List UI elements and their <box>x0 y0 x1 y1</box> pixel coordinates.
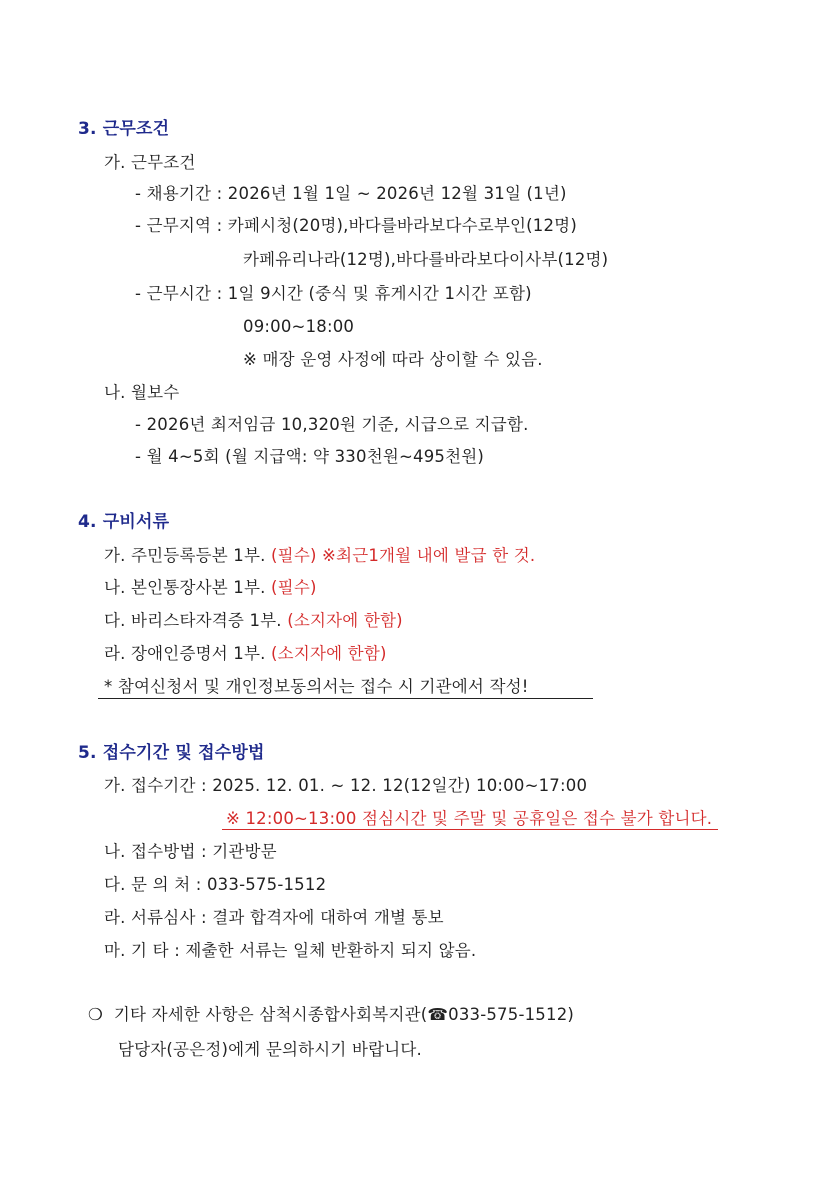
s3-ga-heading: 가. 근무조건 <box>104 153 196 172</box>
contact-number: 다. 문 의 처 : 033-575-1512 <box>104 875 327 894</box>
section-5-title: 5. 접수기간 및 접수방법 <box>78 743 265 763</box>
s3-na-heading: 나. 월보수 <box>104 383 180 402</box>
document-item-main: 라. 장애인증명서 1부. <box>104 644 272 663</box>
section-4-title: 4. 구비서류 <box>78 512 170 532</box>
document-item-main: 가. 주민등록등본 1부. <box>104 546 272 565</box>
other-notes: 마. 기 타 : 제출한 서류는 일체 반환하지 되지 않음. <box>104 941 477 960</box>
pay-line1: - 2026년 최저임금 10,320원 기준, 시급으로 지급함. <box>135 415 529 434</box>
document-item-note: (필수) <box>271 578 317 597</box>
application-method: 나. 접수방법 : 기관방문 <box>104 842 277 861</box>
work-hours-line2: 09:00~18:00 <box>243 317 355 336</box>
document-item-note: (소지자에 한함) <box>287 611 403 630</box>
work-hours-note: ※ 매장 운영 사정에 따라 상이할 수 있음. <box>243 350 543 369</box>
footer-contact-text: 기타 자세한 사항은 삼척시종합사회복지관(☎033-575-1512) <box>113 1005 575 1024</box>
pay-line2: - 월 4~5회 (월 지급액: 약 330천원~495천원) <box>135 447 485 466</box>
document-item-note: (소지자에 한함) <box>271 644 387 663</box>
document-item <box>104 610 403 632</box>
document-item <box>104 643 387 665</box>
footer-line1 <box>88 1004 574 1026</box>
application-period: 가. 접수기간 : 2025. 12. 01. ~ 12. 12(12일간) 10:00~17:00 <box>104 776 588 795</box>
document-item <box>104 577 317 599</box>
document-item-main: 다. 바리스타자격증 1부. <box>104 611 288 630</box>
application-period-note: ※ 12:00~13:00 점심시간 및 주말 및 공휴일은 접수 불가 합니다. <box>226 809 713 828</box>
document-item-main: 나. 본인통장사본 1부. <box>104 578 272 597</box>
period-note-underline <box>222 829 718 830</box>
circle-bullet-icon: ❍ <box>88 1005 103 1024</box>
work-area-line1: - 근무지역 : 카페시청(20명),바다를바라보다수로부인(12명) <box>135 216 577 235</box>
section-3-title: 3. 근무조건 <box>78 119 170 139</box>
document-item <box>104 545 535 567</box>
footer-line2: 담당자(공은정)에게 문의하시기 바랍니다. <box>118 1040 422 1059</box>
notice-underline <box>98 698 593 699</box>
work-area-line2: 카페유리나라(12명),바다를바라보다이사부(12명) <box>243 250 609 269</box>
document-item-note: (필수) ※최근1개월 내에 발급 한 것. <box>271 546 536 565</box>
work-hours-line1: - 근무시간 : 1일 9시간 (중식 및 휴게시간 1시간 포함) <box>135 284 532 303</box>
employment-period: - 채용기간 : 2026년 1월 1일 ~ 2026년 12월 31일 (1년) <box>135 184 567 203</box>
on-site-forms-notice: * 참여신청서 및 개인정보동의서는 접수 시 기관에서 작성! <box>104 677 529 696</box>
document-screening: 라. 서류심사 : 결과 합격자에 대하여 개별 통보 <box>104 908 444 927</box>
